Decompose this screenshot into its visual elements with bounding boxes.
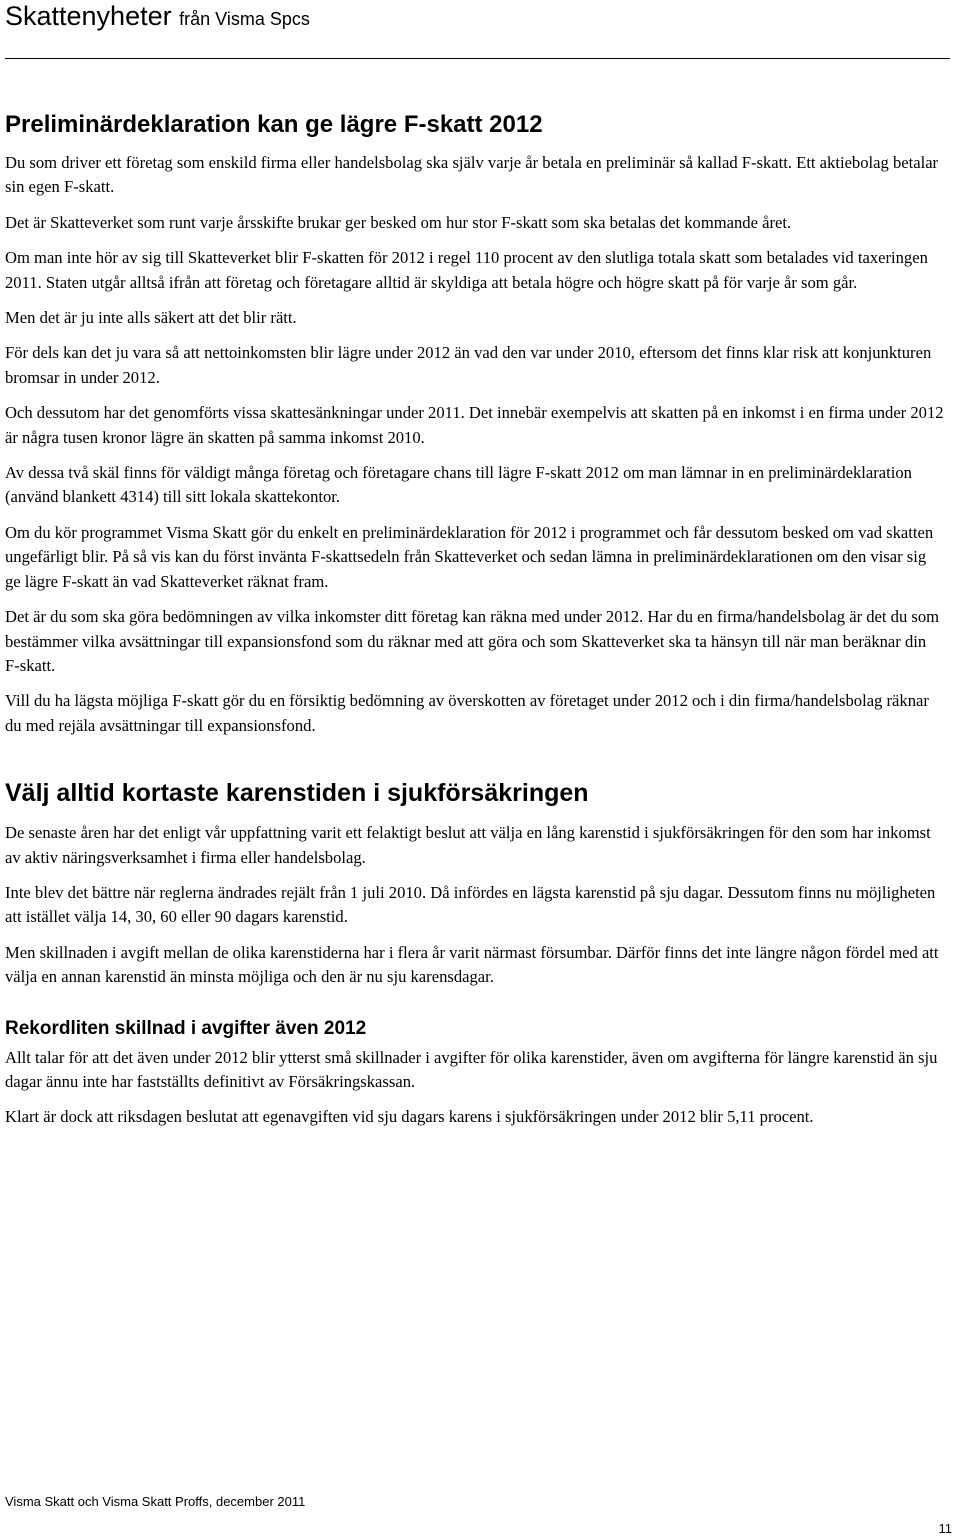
paragraph: Av dessa två skäl finns för väldigt många företag och företagare chans till lägre F-skatt 2012 om man lämnar in en preliminärdeklaration (använd blankett 4314) till sitt lokala skattekontor.: [5, 463, 912, 507]
article-karenstid: [5, 778, 945, 1130]
paragraph: Du som driver ett företag som enskild firma eller handelsbolag ska själv varje år betala en preliminär så kallad F-skatt. Ett aktiebolag betalar sin egen F-skatt.: [5, 153, 939, 197]
paragraph: Och dessutom har det genomförts vissa skattesänkningar under 2011. Det innebär exempelvis att skatten på en inkomst i en firma under 2012 är några tusen kronor lägre än skatten på samma inkomst 2010.: [5, 403, 944, 447]
article-preliminardeklaration: [5, 110, 945, 738]
header-title: [5, 0, 310, 35]
paragraph: Vill du ha lägsta möjliga F-skatt gör du en försiktig bedömning av överskotten av företaget under 2012 och i din firma/handelsbolag räknar du med rejäla avsättningar till expansionsfond.: [5, 691, 929, 735]
page-content: [5, 110, 945, 1141]
page-header: [5, 0, 950, 59]
page-number: 11: [938, 1521, 952, 1536]
paragraph: Det är Skatteverket som runt varje årsskifte brukar ger besked om hur stor F-skatt som ska betalas det kommande året.: [5, 212, 792, 232]
paragraph: Klart är dock att riksdagen beslutat att egenavgiften vid sju dagars karens i sjukförsäkringen under 2012 blir 5,11 procent.: [5, 1107, 814, 1127]
article-subheading: Rekordliten skillnad i avgifter även 2012: [5, 1017, 367, 1039]
publication-name: Skattenyheter: [5, 1, 172, 31]
article-heading: Preliminärdeklaration kan ge lägre F-skatt 2012: [5, 111, 543, 138]
publication-subtitle: från Visma Spcs: [179, 9, 310, 29]
paragraph: Det är du som ska göra bedömningen av vilka inkomster ditt företag kan räkna med under 2012. Har du en firma/handelsbolag är det du som bestämmer vilka avsättningar till expansionsfond som du räknar med att göra och som Skatteverket ska ta hänsyn till när man beräknar din F-skatt.: [5, 607, 940, 675]
paragraph: Om du kör programmet Visma Skatt gör du enkelt en preliminärdeklaration för 2012 i programmet och får dessutom besked om vad skatten ungefärligt blir. På så vis kan du först invänta F-skattsedeln från Skatteverket och sedan lämna in preliminärdeklarationen om den visar sig ge lägre F-skatt än vad Skatteverket räknat fram.: [5, 522, 934, 591]
paragraph: Inte blev det bättre när reglerna ändrades rejält från 1 juli 2010. Då infördes en lägsta karenstid på sju dagar. Dessutom finns nu möjligheten att istället välja 14, 30, 60 eller 90 dagars karenstid.: [5, 882, 936, 927]
paragraph: Allt talar för att det även under 2012 blir ytterst små skillnader i avgifter för olika karenstider, även om avgifterna för längre karenstid än sju dagar ännu inte har fastställts definitivt av Försäkringskassan.: [5, 1047, 938, 1091]
paragraph: Men skillnaden i avgift mellan de olika karenstiderna har i flera år varit närmast försumbar. Därför finns det inte längre någon fördel med att välja en annan karenstid än minsta möjliga och den är nu sju karensdagar.: [5, 942, 939, 987]
paragraph: De senaste åren har det enligt vår uppfattning varit ett felaktigt beslut att välja en lång karenstid i sjukförsäkringen för den som har inkomst av aktiv näringsverksamhet i firma eller handelsbolag.: [5, 823, 931, 867]
paragraph: För dels kan det ju vara så att nettoinkomsten blir lägre under 2012 än vad den var under 2010, eftersom det finns klar risk att konjunkturen bromsar in under 2012.: [5, 343, 932, 387]
footer-text: Visma Skatt och Visma Skatt Proffs, december 2011: [5, 1494, 306, 1509]
paragraph: Men det är ju inte alls säkert att det blir rätt.: [5, 308, 297, 328]
paragraph: Om man inte hör av sig till Skatteverket blir F-skatten för 2012 i regel 110 procent av den slutliga totala skatt som betalades vid taxeringen 2011. Staten utgår alltså ifrån att företag och företagare alltid är skyldiga att betala högre och högre skatt på för varje år som går.: [5, 248, 928, 292]
article-heading: Välj alltid kortaste karenstiden i sjukförsäkringen: [5, 779, 589, 808]
